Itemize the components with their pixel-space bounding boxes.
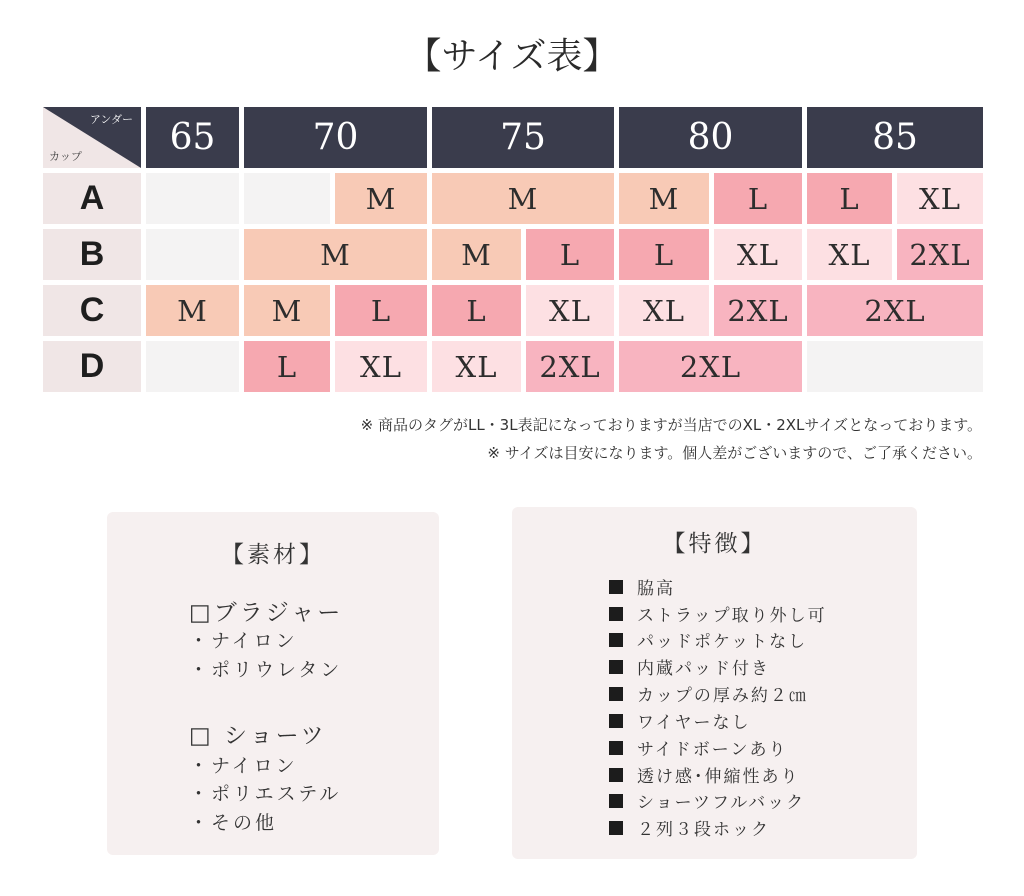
size-cell: 2XL	[897, 229, 983, 280]
size-cell: L	[619, 229, 709, 280]
size-cell: M	[335, 173, 427, 224]
size-cell: 2XL	[714, 285, 802, 336]
header-band-85: 85	[807, 107, 983, 168]
size-cell: XL	[807, 229, 892, 280]
size-cell: M	[432, 229, 521, 280]
size-cell: L	[526, 229, 614, 280]
size-cell: XL	[432, 341, 521, 392]
bullet-square-icon	[609, 768, 623, 782]
size-cell: L	[335, 285, 427, 336]
cup-label-b: B	[43, 229, 141, 280]
feature-item: ストラップ取り外し可	[609, 601, 827, 626]
tag-note: ※ 商品のタグがLL・3L表記になっておりますが当店でのXL・2XLサイズとなっております。	[360, 416, 982, 434]
bullet-square-icon	[609, 687, 623, 701]
header-band-80: 80	[619, 107, 802, 168]
size-cell: 2XL	[619, 341, 802, 392]
feature-item: ショーツフルバック	[609, 788, 805, 813]
size-cell: L	[807, 173, 892, 224]
feature-item: ワイヤーなし	[609, 708, 751, 733]
feature-item: パッドポケットなし	[609, 627, 807, 652]
shorts-material: ・その他	[189, 812, 278, 834]
size-cell: 2XL	[807, 285, 983, 336]
size-cell: XL	[619, 285, 709, 336]
feature-item: 透け感･伸縮性あり	[609, 762, 800, 787]
size-cell: M	[244, 285, 330, 336]
header-band-65: 65	[146, 107, 239, 168]
size-cell: M	[244, 229, 427, 280]
bra-material: ・ポリウレタン	[189, 659, 343, 681]
bullet-square-icon	[609, 794, 623, 808]
table-corner	[43, 107, 141, 168]
size-cell	[146, 173, 239, 224]
size-cell: M	[146, 285, 239, 336]
cup-label-c: C	[43, 285, 141, 336]
feature-item: カップの厚み約２㎝	[609, 681, 808, 706]
corner-under-label: アンダー	[89, 113, 133, 126]
page-title: 【サイズ表】	[405, 36, 619, 77]
shorts-material: ・ナイロン	[189, 755, 298, 777]
corner-cup-label: カップ	[49, 150, 82, 163]
size-cell: XL	[714, 229, 802, 280]
size-cell	[244, 173, 330, 224]
bullet-square-icon	[609, 821, 623, 835]
size-cell: XL	[526, 285, 614, 336]
bullet-square-icon	[609, 660, 623, 674]
feature-item: 内蔵パッド付き	[609, 654, 770, 679]
size-cell: M	[432, 173, 614, 224]
feature-item: ２列３段ホック	[609, 815, 770, 840]
size-cell: 2XL	[526, 341, 614, 392]
size-cell: XL	[897, 173, 983, 224]
cup-label-d: D	[43, 341, 141, 392]
bullet-square-icon	[609, 633, 623, 647]
size-cell: XL	[335, 341, 427, 392]
size-cell	[807, 341, 983, 392]
header-band-75: 75	[432, 107, 614, 168]
size-cell: L	[244, 341, 330, 392]
size-cell	[146, 341, 239, 392]
size-cell	[146, 229, 239, 280]
features-panel	[512, 507, 917, 859]
bullet-square-icon	[609, 714, 623, 728]
materials-panel	[107, 512, 439, 855]
feature-item: 脇高	[609, 574, 675, 599]
shorts-material: ・ポリエステル	[189, 783, 342, 805]
bullet-square-icon	[609, 741, 623, 755]
fit-note: ※ サイズは目安になります。個人差がございますので、ご了承ください。	[487, 444, 982, 462]
shorts-heading: □ ショーツ	[189, 723, 327, 749]
features-title: 【特徴】	[662, 531, 767, 557]
cup-label-a: A	[43, 173, 141, 224]
size-cell: L	[714, 173, 802, 224]
bra-heading: □ブラジャー	[189, 600, 344, 626]
bullet-square-icon	[609, 580, 623, 594]
bra-material: ・ナイロン	[189, 630, 298, 652]
size-cell: M	[619, 173, 709, 224]
size-cell: L	[432, 285, 521, 336]
feature-item: サイドボーンあり	[609, 735, 787, 760]
materials-title: 【素材】	[221, 542, 325, 568]
bullet-square-icon	[609, 607, 623, 621]
header-band-70: 70	[244, 107, 427, 168]
